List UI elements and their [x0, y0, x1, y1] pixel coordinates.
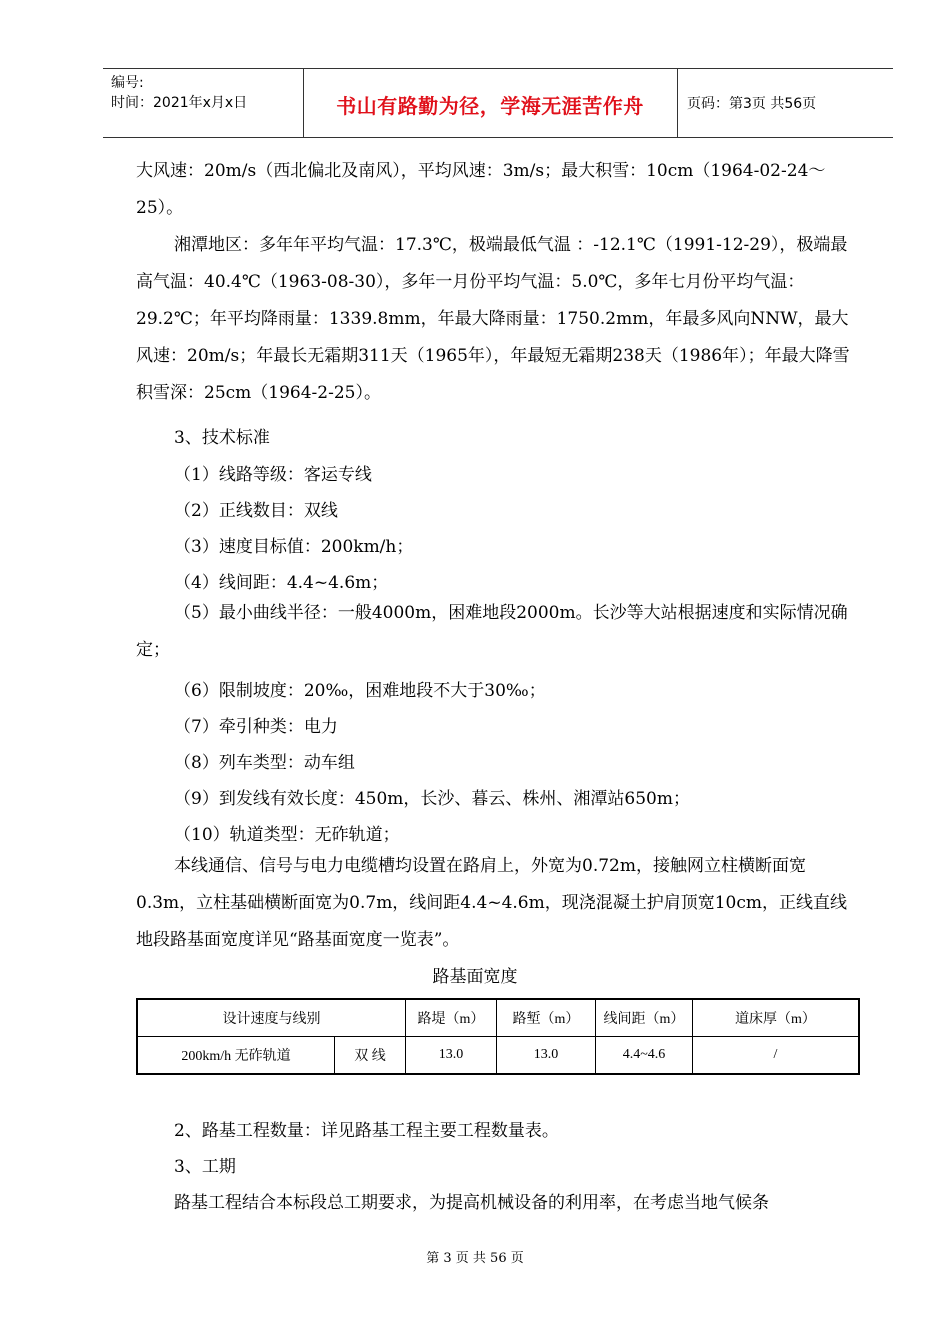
page-header: [103, 68, 893, 138]
header-page-number: 页码：第3页 共56页: [687, 96, 817, 112]
table-header-cell: 设计速度与线别: [137, 999, 406, 1037]
table-header-cell: 路堤（m）: [406, 999, 497, 1037]
section-heading-tech-standards: 3、技术标准: [174, 428, 270, 448]
list-item: （8）列车类型：动车组: [174, 753, 355, 773]
table-cell: 13.0: [497, 1037, 596, 1075]
paragraph-xiangtan-climate: 湘潭地区：多年年平均气温：17.3℃，极端最低气温 ：-12.1℃（1991-12-29），极端最高气温：40.4℃（1963-08-30），多年一月份平均气温：5.0℃，多年七月份平均气温：29.2℃；年平均降雨量：1339.8mm，年最大降雨量：1750.2mm，年最多风向NNW，最大风速：20m/s；年最长无霜期311天（1965年），年最短无霜期238天（1986年）；年最大降雪积雪深：25cm（1964-2-25）。: [136, 235, 850, 403]
list-item: （7）牵引种类：电力: [174, 717, 338, 737]
table-caption: 路基面宽度: [432, 967, 518, 987]
list-item: （6）限制坡度：20‰，困难地段不大于30‰；: [174, 681, 546, 701]
table-cell: /: [693, 1037, 860, 1075]
paragraph-wind-snow: 大风速：20m/s（西北偏北及南风），平均风速：3m/s；最大积雪：10cm（1964-02-24～25）。: [136, 161, 826, 218]
list-item: （2）正线数目：双线: [174, 501, 338, 521]
list-item: （3）速度目标值：200km/h；: [174, 537, 414, 557]
section-heading-schedule: 3、工期: [174, 1157, 236, 1177]
list-item: （9）到发线有效长度：450m，长沙、暮云、株州、湘潭站650m；: [174, 789, 690, 809]
subgrade-width-table: [136, 998, 860, 1075]
document-number-label: 编号:: [111, 75, 144, 91]
header-meta: [111, 73, 247, 113]
header-motto: 书山有路勤为径，学海无涯苦作舟: [336, 94, 644, 118]
list-item: （1）线路等级：客运专线: [174, 465, 372, 485]
paragraph-cable-trough: 本线通信、信号与电力电缆槽均设置在路肩上，外宽为0.72m，接触网立柱横断面宽0.3m，立柱基础横断面宽为0.7m，线间距4.4~4.6m，现浇混凝土护肩顶宽10cm，正线直线地段路基面宽度详见“路基面宽度一览表”。: [136, 856, 848, 950]
document-date: 时间：2021年x月x日: [111, 95, 248, 111]
table-cell: 200km/h 无砟轨道: [137, 1037, 335, 1075]
list-item: （5）最小曲线半径：一般4000m，困难地段2000m。长沙等大站根据速度和实际情况确定；: [136, 603, 848, 660]
table-row: [137, 1037, 859, 1075]
table-cell: 4.4~4.6: [596, 1037, 693, 1075]
table-header-row: [137, 999, 859, 1037]
header-divider: [677, 69, 678, 137]
page-footer: 第 3 页 共 56 页: [426, 1251, 524, 1266]
paragraph-schedule: 路基工程结合本标段总工期要求，为提高机械设备的利用率，在考虑当地气候条: [174, 1193, 769, 1213]
paragraph-quantity: 2、路基工程数量：详见路基工程主要工程数量表。: [174, 1121, 559, 1141]
table-header-cell: 线间距（m）: [596, 999, 693, 1037]
table-cell: 13.0: [406, 1037, 497, 1075]
table-header-cell: 道床厚（m）: [693, 999, 860, 1037]
list-item: （10）轨道类型：无砟轨道；: [174, 825, 400, 845]
list-item: （4）线间距：4.4~4.6m；: [174, 573, 389, 593]
table-header-cell: 路堑（m）: [497, 999, 596, 1037]
table-cell: 双 线: [335, 1037, 406, 1075]
